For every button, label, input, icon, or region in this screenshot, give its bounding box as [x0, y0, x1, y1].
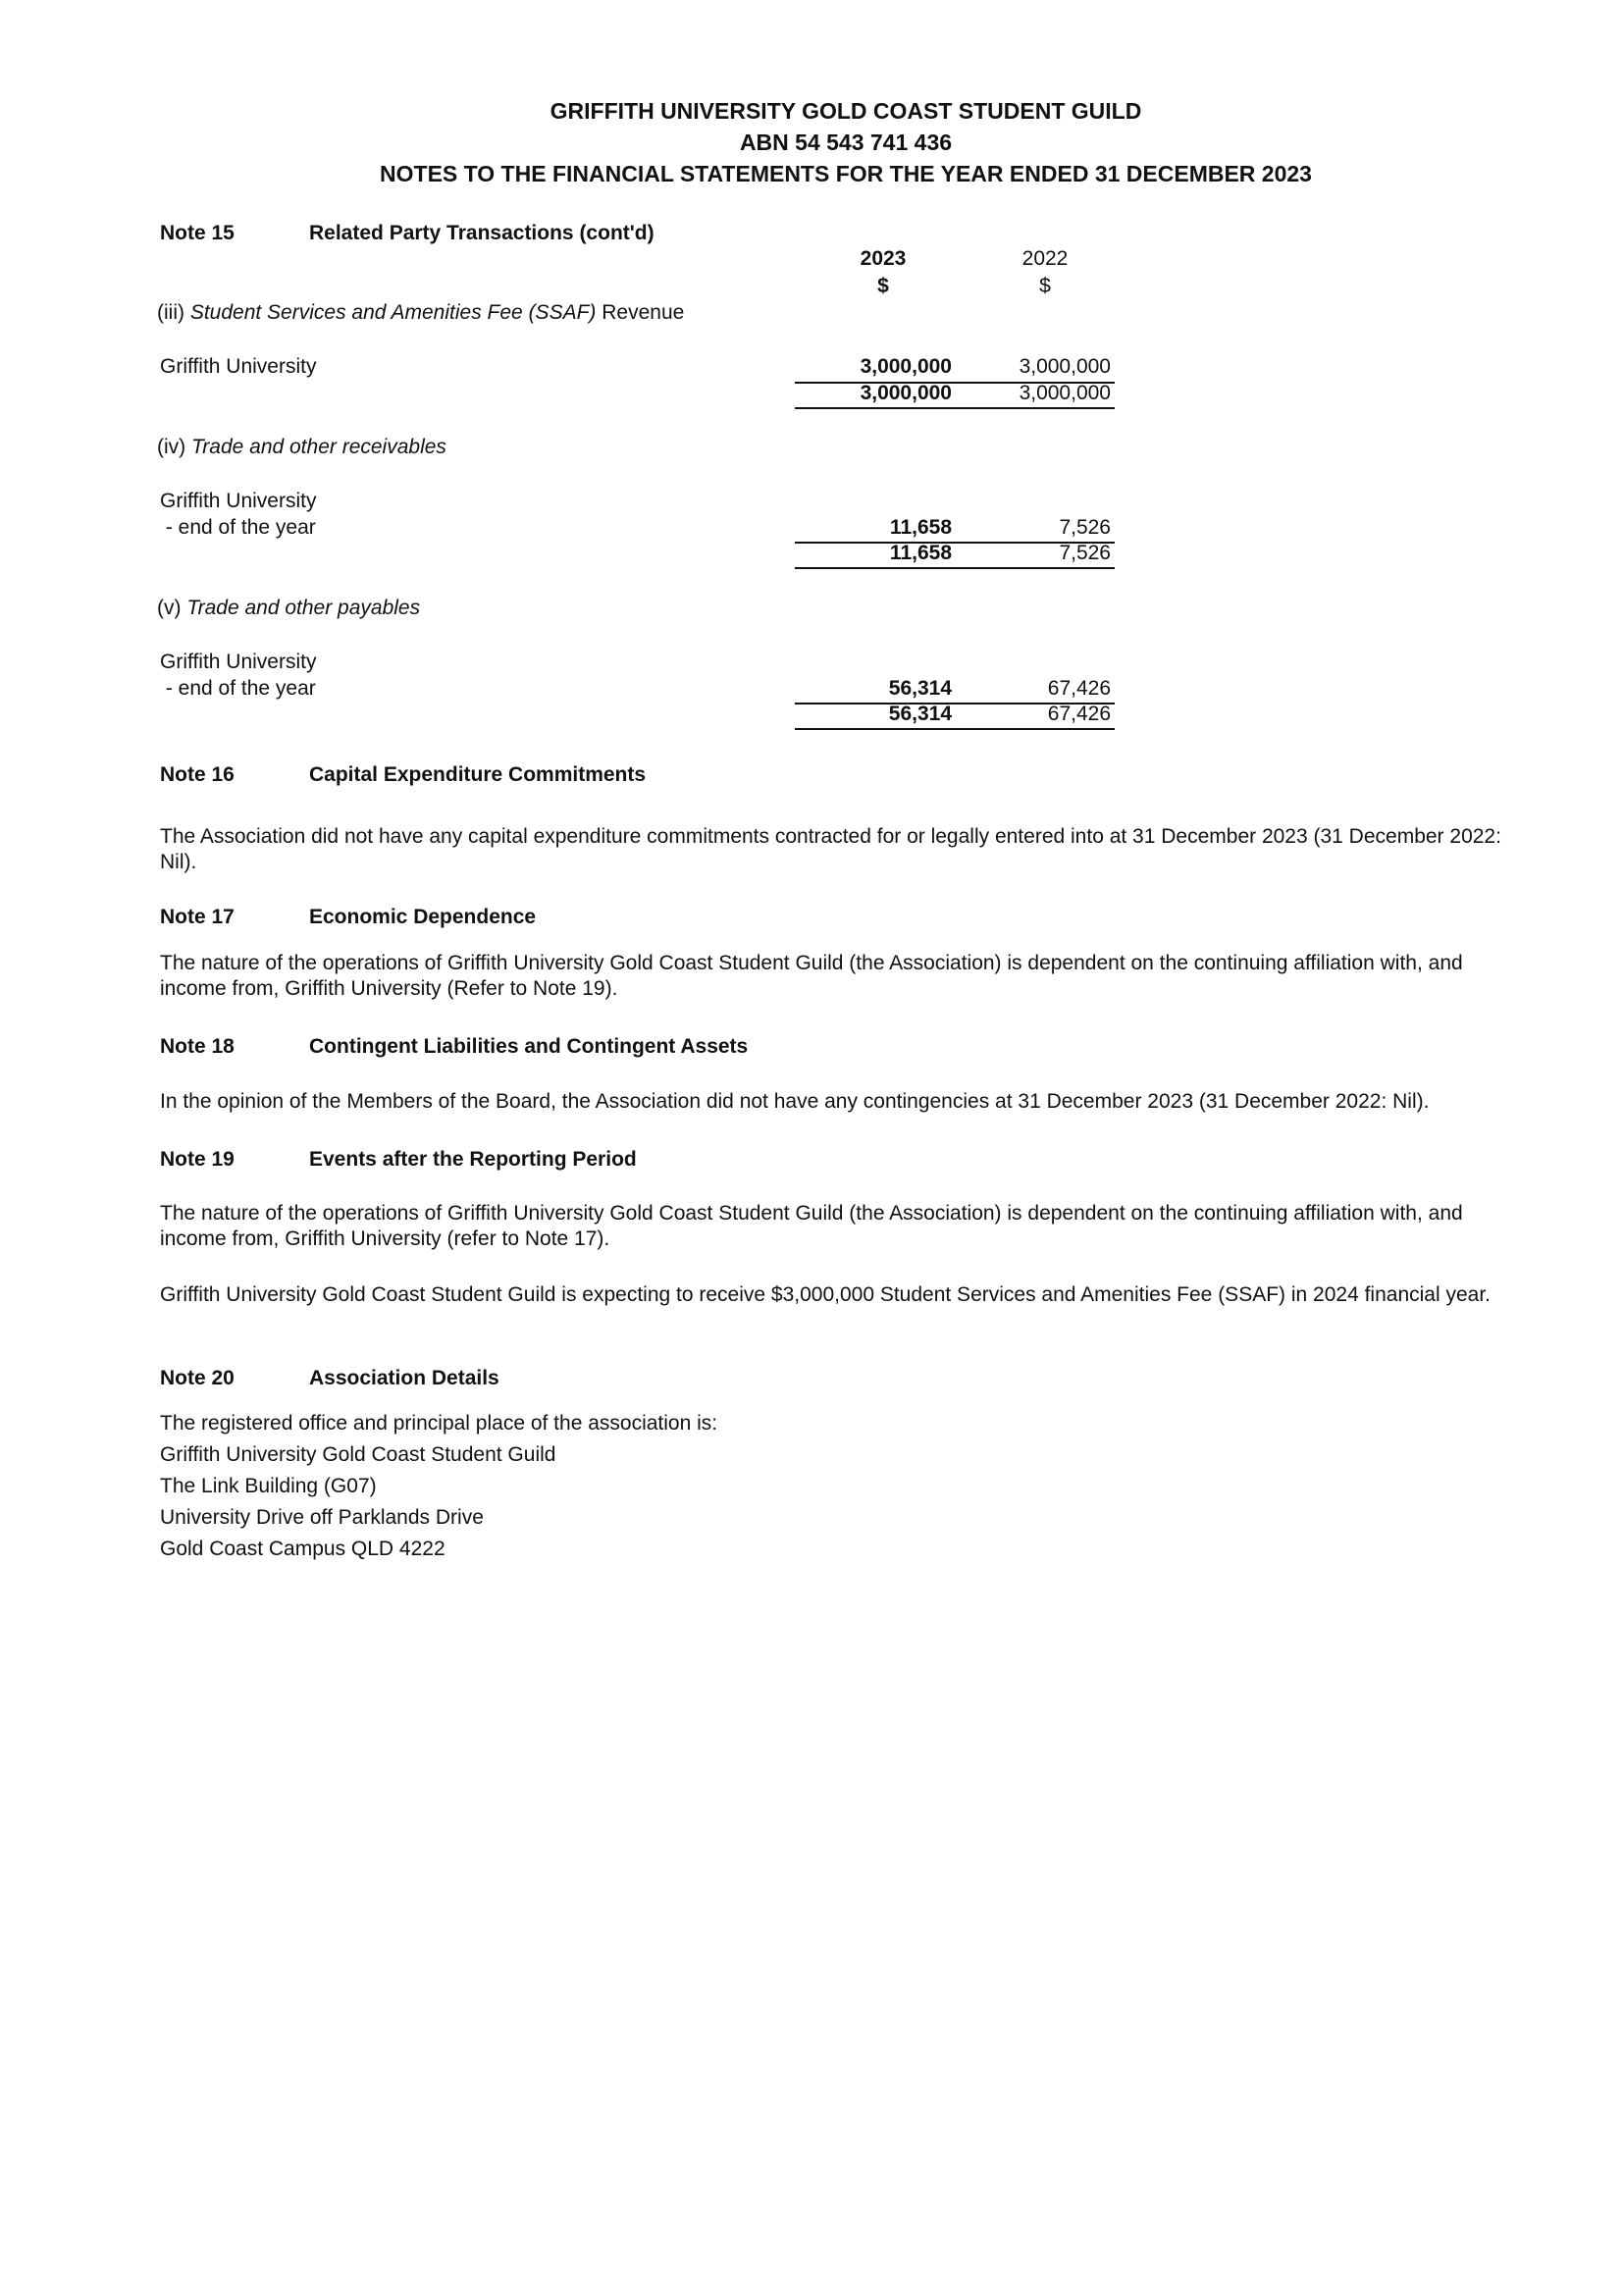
note-18-label: Note 18: [160, 1035, 235, 1058]
note-19-text-2: Griffith University Gold Coast Student Guild is expecting to receive $3,000,000 Student Services and Amenities Fee (SSAF) in 2024 financial year.: [160, 1283, 1491, 1306]
ssaf-total-2022: 3,000,000: [1019, 382, 1111, 404]
ssaf-total-line: [795, 407, 1115, 409]
receivables-heading-italic: Trade and other receivables: [191, 436, 446, 458]
address-line: The Link Building (G07): [160, 1475, 377, 1497]
column-header-2023: 2023: [860, 247, 907, 270]
note-19-label: Note 19: [160, 1148, 235, 1171]
abn-number: ABN 54 543 741 436: [739, 130, 953, 155]
receivables-total-2023: 11,658: [889, 542, 952, 564]
address-line: The registered office and principal place of the association is:: [160, 1412, 718, 1435]
note-16-label: Note 16: [160, 763, 235, 786]
note-15-label: Note 15: [160, 222, 235, 244]
note-20-label: Note 20: [160, 1367, 235, 1389]
note-17-text: The nature of the operations of Griffith University Gold Coast Student Guild (the Association) is dependent on the continuing affiliation with, and income from, Griffith University (Refer to Note 19).: [160, 952, 1463, 1000]
note-15-title: Related Party Transactions (cont'd): [309, 222, 654, 244]
payables-row-sublabel: - end of the year: [160, 677, 316, 700]
payables-value-2023: 56,314: [888, 677, 952, 700]
document-title: GRIFFITH UNIVERSITY GOLD COAST STUDENT GUILD: [550, 98, 1142, 124]
ssaf-suffix: Revenue: [596, 301, 685, 324]
receivables-heading: [157, 436, 446, 459]
ssaf-value-2023: 3,000,000: [860, 355, 952, 378]
note-18-title: Contingent Liabilities and Contingent Assets: [309, 1035, 749, 1058]
address-line: Gold Coast Campus QLD 4222: [160, 1538, 445, 1560]
receivables-value-2022: 7,526: [1059, 516, 1111, 539]
ssaf-prefix: (iii): [157, 301, 190, 324]
payables-heading-italic: Trade and other payables: [186, 597, 421, 619]
note-20-title: Association Details: [309, 1367, 499, 1389]
payables-prefix: (v): [157, 597, 187, 619]
note-19-text-1: The nature of the operations of Griffith University Gold Coast Student Guild (the Association) is dependent on the continuing affiliation with, and income from, Griffith University (refer to Note 17).: [160, 1202, 1463, 1250]
receivables-total-line: [795, 567, 1115, 569]
payables-total-2022: 67,426: [1047, 703, 1111, 725]
note-17-label: Note 17: [160, 906, 235, 928]
note-17-title: Economic Dependence: [309, 906, 537, 928]
note-18-text: In the opinion of the Members of the Board, the Association did not have any contingencies at 31 December 2023 (31 December 2022: Nil).: [160, 1090, 1430, 1113]
note-16-text: The Association did not have any capital expenditure commitments contracted for or legally entered into at 31 December 2023 (31 December 2022: Nil).: [160, 825, 1501, 873]
ssaf-heading: [157, 301, 684, 325]
receivables-total-2022: 7,526: [1059, 542, 1111, 564]
ssaf-value-2022: 3,000,000: [1019, 355, 1111, 378]
column-header-2022: 2022: [1021, 247, 1069, 270]
currency-2022: $: [1039, 275, 1051, 297]
receivables-prefix: (iv): [157, 436, 191, 458]
receivables-value-2023: 11,658: [889, 516, 952, 539]
ssaf-heading-italic: Student Services and Amenities Fee (SSAF): [189, 301, 597, 324]
payables-total-2023: 56,314: [888, 703, 952, 725]
currency-2023: $: [877, 275, 889, 297]
payables-total-line: [795, 728, 1115, 730]
receivables-row-sublabel: - end of the year: [160, 516, 316, 539]
address-line: Griffith University Gold Coast Student Guild: [160, 1443, 556, 1466]
note-19-title: Events after the Reporting Period: [309, 1148, 637, 1171]
statement-title: NOTES TO THE FINANCIAL STATEMENTS FOR THE YEAR ENDED 31 DECEMBER 2023: [380, 161, 1312, 186]
payables-value-2022: 67,426: [1047, 677, 1111, 700]
ssaf-row-label: Griffith University: [160, 355, 317, 378]
payables-row-label: Griffith University: [160, 651, 317, 673]
address-line: University Drive off Parklands Drive: [160, 1506, 484, 1529]
payables-heading: [157, 597, 420, 620]
receivables-row-label: Griffith University: [160, 490, 317, 512]
ssaf-total-2023: 3,000,000: [860, 382, 952, 404]
note-16-title: Capital Expenditure Commitments: [309, 763, 647, 786]
